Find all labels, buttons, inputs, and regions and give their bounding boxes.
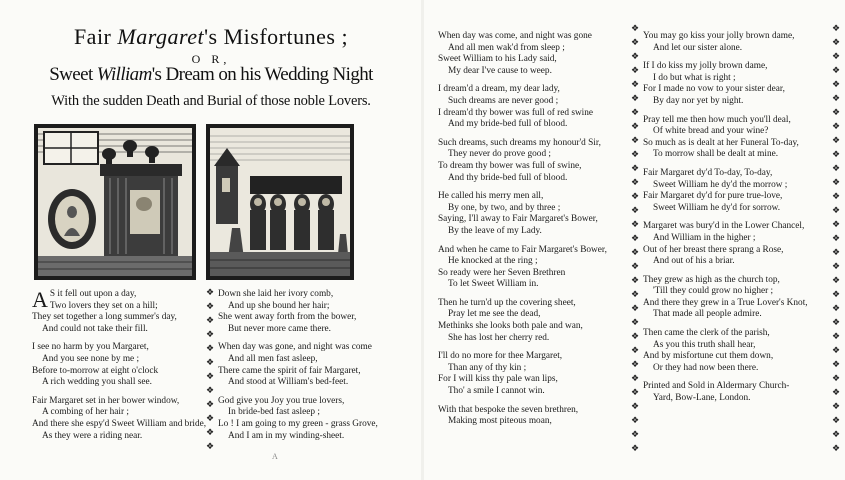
ornament-icon: ❖ — [206, 357, 215, 367]
stanza — [32, 395, 207, 442]
verse-line: There came the spirit of fair Margaret, — [218, 365, 361, 376]
verse-line: As you this truth shall hear, — [653, 339, 756, 350]
verse-line: He knocked at the ring ; — [448, 256, 538, 267]
ornament-icon: ❖ — [631, 65, 640, 75]
ornament-icon: ❖ — [631, 163, 640, 173]
ornament-icon: ❖ — [631, 345, 640, 355]
verse-line: Tho' a smile I cannot win. — [448, 386, 545, 397]
verse-line: As they were a riding near. — [42, 430, 143, 441]
verse-line: He called his merry men all, — [438, 191, 544, 202]
ornament-icon: ❖ — [832, 261, 841, 271]
ornament-icon: ❖ — [631, 261, 640, 271]
verse-line: Two lovers they set on a hill; — [49, 300, 158, 311]
ornament-icon: ❖ — [631, 51, 640, 61]
verse-line: Yard, Bow-Lane, London. — [653, 393, 751, 404]
ornament-icon: ❖ — [631, 387, 640, 397]
stanza — [438, 191, 628, 237]
verse-line: But never more came there. — [228, 323, 331, 334]
ornament-icon: ❖ — [832, 373, 841, 383]
ornament-icon: ❖ — [206, 301, 215, 311]
ornament-icon: ❖ — [631, 247, 640, 257]
verse-line: Then came the clerk of the parish, — [643, 328, 770, 339]
ornament-icon: ❖ — [206, 329, 215, 339]
ornament-icon: ❖ — [206, 371, 215, 381]
verse-line: 'Till they could grow no higher ; — [653, 286, 774, 297]
stanza — [218, 342, 394, 388]
verse-line: S it fell out upon a day, — [49, 289, 137, 299]
ornament-icon: ❖ — [631, 429, 640, 439]
verse-line: She has lost her cherry red. — [448, 332, 550, 343]
ornament-icon: ❖ — [631, 191, 640, 201]
ornament-icon: ❖ — [631, 149, 640, 159]
stanza — [438, 31, 628, 77]
verse-line: To dream thy bower was full of swine, — [438, 160, 582, 171]
verse-line: Fair Margaret dy'd for pure true-love, — [643, 191, 783, 202]
stanza — [438, 84, 628, 130]
verse-line: And could not take their fill. — [42, 323, 148, 334]
verse-line: Down she laid her ivory comb, — [218, 289, 334, 299]
verse-line: If I do kiss my jolly brown dame, — [643, 61, 768, 72]
verse-line: Margaret was bury'd in the Lower Chancel, — [643, 221, 805, 232]
stanza — [643, 221, 831, 267]
verse-line: I dream'd thy bower was full of red swine — [438, 107, 594, 118]
verse-line: And all men wak'd from sleep ; — [448, 42, 565, 53]
ornament-icon: ❖ — [206, 427, 215, 437]
ornament-icon: ❖ — [206, 441, 215, 451]
ornament-icon: ❖ — [206, 413, 215, 423]
verse-line: And let our sister alone. — [653, 42, 743, 53]
verse-line: For I will kiss thy pale wan lips, — [438, 374, 558, 385]
verse-line: Or they had now been there. — [653, 362, 759, 373]
ornament-icon: ❖ — [832, 289, 841, 299]
ornament-icon: ❖ — [631, 93, 640, 103]
ornament-icon: ❖ — [832, 429, 841, 439]
verse-line: Sweet William he dy'd for sorrow. — [653, 202, 781, 213]
ornament-icon: ❖ — [832, 93, 841, 103]
verse-line: I'll do no more for thee Margaret, — [438, 351, 563, 362]
ornament-icon: ❖ — [631, 37, 640, 47]
ornament-icon: ❖ — [832, 23, 841, 33]
ornament-icon: ❖ — [631, 373, 640, 383]
ornament-icon: ❖ — [832, 65, 841, 75]
stanza — [438, 245, 628, 291]
stanza — [643, 61, 831, 107]
verse-line: By day nor yet by night. — [653, 95, 744, 106]
stanza — [438, 138, 628, 184]
verse-line: Printed and Sold in Aldermary Church- — [643, 381, 790, 392]
ornament-icon: ❖ — [832, 359, 841, 369]
verse-line: And all men fast asleep, — [228, 353, 318, 364]
ornament-icon: ❖ — [631, 401, 640, 411]
verse-line: Than any of thy kin ; — [448, 362, 527, 373]
ornament-icon: ❖ — [832, 163, 841, 173]
ornament-icon: ❖ — [832, 275, 841, 285]
verse-line: And there she espy'd Sweet William and bride, — [32, 418, 207, 429]
ornament-icon: ❖ — [206, 315, 215, 325]
ornament-icon: ❖ — [206, 287, 215, 297]
ornament-icon: ❖ — [832, 387, 841, 397]
ornament-icon: ❖ — [832, 79, 841, 89]
verse-line: And by misfortune cut them down, — [643, 351, 774, 362]
verse-line: You may go kiss your jolly brown dame, — [643, 31, 795, 41]
verse-line: When day was gone, and night was come — [218, 342, 372, 353]
ornament-border-icon — [205, 286, 215, 456]
ornament-icon: ❖ — [631, 275, 640, 285]
ornament-icon: ❖ — [631, 107, 640, 117]
verse-line: So ready were her Seven Brethren — [438, 267, 566, 278]
stanza — [643, 31, 831, 54]
verse-line: For I made no vow to your sister dear, — [643, 84, 785, 95]
ornament-icon: ❖ — [631, 79, 640, 89]
verse-line: Fair Margaret dy'd To-day, To-day, — [643, 167, 773, 178]
verse-line: To let Sweet William in. — [448, 279, 539, 290]
verse-line: That made all people admire. — [653, 309, 762, 320]
ornament-icon: ❖ — [631, 135, 640, 145]
ornament-icon: ❖ — [832, 443, 841, 453]
verse-line: Sweet William he dy'd the morrow ; — [653, 179, 788, 190]
woodcut-bedchamber-illustration — [34, 124, 196, 280]
ornament-icon: ❖ — [832, 37, 841, 47]
ornament-icon: ❖ — [206, 399, 215, 409]
ornament-icon: ❖ — [631, 359, 640, 369]
ornament-icon: ❖ — [631, 317, 640, 327]
ornament-icon: ❖ — [832, 401, 841, 411]
ornament-icon: ❖ — [631, 177, 640, 187]
stanza — [218, 289, 394, 335]
verse-line: When day was come, and night was gone — [438, 31, 592, 41]
ornament-icon: ❖ — [631, 219, 640, 229]
verse-line: By one, by two, and by three ; — [448, 202, 561, 213]
ornament-icon: ❖ — [832, 415, 841, 425]
verse-line: Of white bread and your wine? — [653, 126, 769, 137]
signature-mark: A — [272, 452, 278, 461]
ornament-icon: ❖ — [832, 205, 841, 215]
ballad-title: Fair Margaret's Misfortunes ; — [73, 24, 349, 49]
stanza — [643, 275, 831, 321]
ornament-icon: ❖ — [631, 233, 640, 243]
ornament-icon: ❖ — [832, 345, 841, 355]
ornament-icon: ❖ — [206, 343, 215, 353]
stanza — [643, 328, 831, 374]
ornament-icon: ❖ — [631, 289, 640, 299]
ballad-subtitle: Sweet William's Dream on his Wedding Night — [49, 64, 373, 85]
verse-line: They never do prove good ; — [448, 149, 552, 160]
ballad-description: With the sudden Death and Burial of those noble Lovers. — [51, 93, 371, 109]
ornament-icon: ❖ — [206, 385, 215, 395]
verse-line: My dear I've cause to weep. — [448, 65, 552, 76]
verse-line: Making most piteous moan, — [448, 416, 552, 427]
ballad-column-4 — [643, 31, 831, 412]
verse-line: And I am in my winding-sheet. — [228, 430, 345, 441]
ornament-icon: ❖ — [832, 331, 841, 341]
ornament-icon: ❖ — [832, 135, 841, 145]
verse-line: And there they grew in a True Lover's Knot, — [643, 297, 808, 308]
ornament-icon: ❖ — [631, 121, 640, 131]
verse-line: I do but what is right ; — [653, 72, 736, 83]
verse-line: Pray let me see the dead, — [448, 309, 541, 320]
verse-line: Pray tell me then how much you'll deal, — [643, 114, 791, 125]
stanza — [32, 289, 204, 335]
verse-line: I dream'd a dream, my dear lady, — [438, 84, 560, 95]
ornament-icon: ❖ — [832, 317, 841, 327]
ornament-icon: ❖ — [832, 247, 841, 257]
ornament-icon: ❖ — [631, 443, 640, 453]
ornament-icon: ❖ — [832, 303, 841, 313]
stanza — [438, 351, 628, 397]
verse-line: She went away forth from the bower, — [218, 312, 357, 323]
stanza — [218, 396, 394, 442]
stanza — [643, 168, 831, 214]
verse-line: Saying, I'll away to Fair Margaret's Bower, — [438, 214, 598, 225]
verse-line: Lo ! I am going to my green - grass Grove, — [218, 418, 378, 429]
verse-line: A combing of her hair ; — [42, 407, 130, 418]
verse-line: Before to-morrow at eight o'clock — [32, 365, 159, 376]
verse-line: And stood at William's bed-feet. — [228, 377, 349, 388]
verse-line: Methinks she looks both pale and wan, — [438, 321, 583, 332]
ornament-icon: ❖ — [832, 219, 841, 229]
ornament-icon: ❖ — [631, 303, 640, 313]
verse-line: Then he turn'd up the covering sheet, — [438, 297, 576, 308]
stanza — [643, 381, 831, 404]
verse-line: And William in the higher ; — [653, 232, 756, 243]
ornament-icon: ❖ — [631, 331, 640, 341]
ballad-title-or: O R, — [191, 52, 231, 66]
ornament-icon: ❖ — [631, 205, 640, 215]
verse-line: And when he came to Fair Margaret's Bower, — [438, 244, 607, 255]
ornament-icon: ❖ — [832, 149, 841, 159]
verse-line: And thy bride-bed full of blood. — [448, 172, 568, 183]
verse-line: To morrow shall be dealt at mine. — [653, 149, 779, 160]
verse-line: And out of his a briar. — [653, 256, 735, 267]
ornament-icon: ❖ — [832, 191, 841, 201]
verse-line: With that bespoke the seven brethren, — [438, 404, 579, 415]
drop-cap-initial: A — [32, 287, 48, 312]
verse-line: God give you Joy you true lovers, — [218, 395, 345, 406]
verse-line: Out of her breast there sprang a Rose, — [643, 244, 784, 255]
verse-line: By the leave of my Lady. — [448, 225, 542, 236]
ballad-column-1 — [32, 287, 207, 449]
verse-line: Sweet William to his Lady said, — [438, 54, 557, 65]
ornament-icon: ❖ — [832, 233, 841, 243]
verse-line: Fair Margaret set in her bower window, — [32, 395, 180, 406]
ornament-icon: ❖ — [832, 107, 841, 117]
verse-line: Such dreams, such dreams my honour'd Sir, — [438, 137, 601, 148]
ballad-column-3 — [438, 31, 628, 435]
verse-line: In bride-bed fast asleep ; — [228, 407, 320, 418]
verse-line: And you see none by me ; — [42, 353, 140, 364]
stanza — [438, 405, 628, 428]
ornament-border-icon — [630, 22, 640, 458]
verse-line: So much as is dealt at her Funeral To-day, — [643, 137, 799, 148]
verse-line: I see no harm by you Margaret, — [32, 342, 149, 353]
stanza — [32, 342, 204, 388]
ornament-border-icon — [831, 22, 841, 458]
verse-line: A rich wedding you shall see. — [42, 377, 152, 388]
verse-line: And my bride-bed full of blood. — [448, 119, 568, 130]
verse-line: They grew as high as the church top, — [643, 274, 780, 285]
verse-line: And up she bound her hair; — [228, 300, 330, 311]
stanza — [438, 298, 628, 344]
stanza — [643, 115, 831, 161]
ornament-icon: ❖ — [832, 121, 841, 131]
ornament-icon: ❖ — [631, 415, 640, 425]
ornament-icon: ❖ — [832, 51, 841, 61]
ornament-icon: ❖ — [631, 23, 640, 33]
ballad-column-2 — [218, 289, 394, 449]
woodcut-funeral-procession-illustration — [206, 124, 354, 280]
ornament-icon: ❖ — [832, 177, 841, 187]
verse-line: They set together a long summer's day, — [32, 312, 177, 323]
verse-line: Such dreams are never good ; — [448, 95, 559, 106]
